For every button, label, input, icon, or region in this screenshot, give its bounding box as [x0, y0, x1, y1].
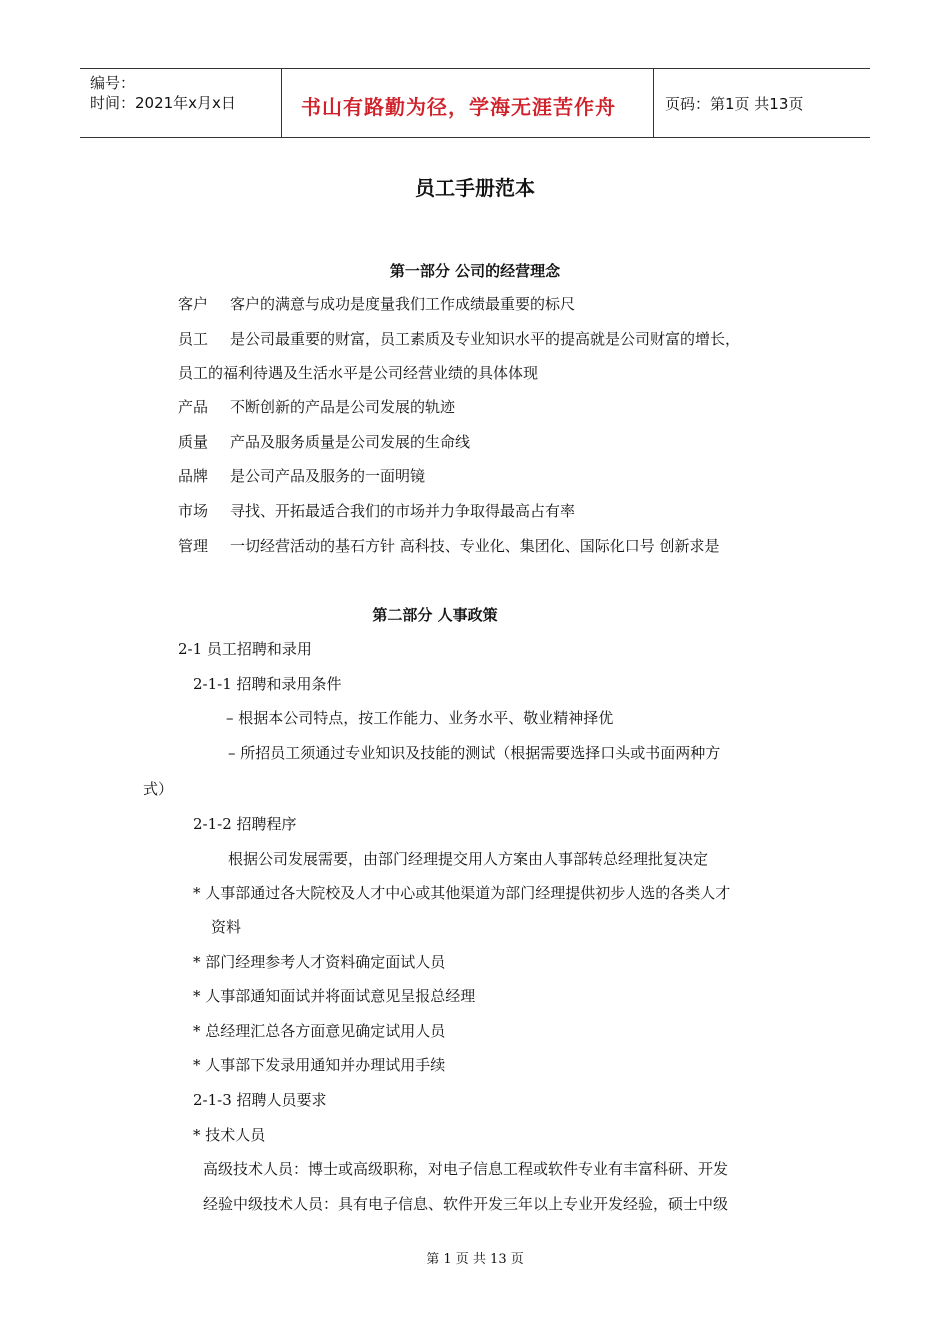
body-line: 根据公司发展需要，由部门经理提交用人方案由人事部转总经理批复决定: [228, 850, 709, 868]
principle-item: [178, 535, 720, 556]
principle-term: 员工: [178, 330, 209, 348]
header-page-info: 页码：第1页 共13页: [665, 95, 804, 113]
principle-item: [178, 396, 455, 417]
principle-item: [178, 362, 538, 383]
part1-heading: 第一部分 公司的经营理念: [389, 262, 561, 280]
principle-text: 寻找、开拓最适合我们的市场并力争取得最高占有率: [230, 502, 576, 520]
number-label: 编号：: [90, 74, 136, 92]
principle-text: 员工的福利待遇及生活水平是公司经营业绩的具体体现: [178, 364, 539, 382]
principle-term: 客户: [178, 295, 209, 313]
principle-item: [178, 328, 740, 349]
principle-item: [178, 293, 575, 314]
principle-term: 产品: [178, 398, 209, 416]
page-footer: 第 1 页 共 13 页: [426, 1252, 524, 1267]
principle-item: [178, 431, 470, 452]
header-motto: 书山有路勤为径，学海无涯苦作舟: [301, 95, 616, 119]
body-line: 经验中级技术人员：具有电子信息、软件开发三年以上专业开发经验，硕士中级: [203, 1195, 729, 1213]
subsection-heading: 2-1-2 招聘程序: [193, 815, 297, 833]
subsection-heading: 2-1-3 招聘人员要求: [193, 1091, 327, 1109]
document-title: 员工手册范本: [415, 176, 535, 200]
list-item: * 技术人员: [193, 1126, 266, 1144]
list-item: * 人事部通知面试并将面试意见呈报总经理: [193, 987, 476, 1005]
principle-term: 质量: [178, 433, 209, 451]
principle-text: 一切经营活动的基石方针 高科技、专业化、集团化、国际化口号 创新求是: [230, 537, 720, 555]
subsection-heading: 2-1-1 招聘和录用条件: [193, 675, 342, 693]
body-line: – 所招员工须通过专业知识及技能的测试（根据需要选择口头或书面两种方: [228, 744, 721, 762]
body-line: 资料: [211, 918, 242, 936]
section-heading: 2-1 员工招聘和录用: [178, 640, 312, 658]
header-divider: [653, 69, 654, 137]
principle-item: [178, 500, 575, 521]
header-table: [80, 68, 870, 138]
header-divider: [281, 69, 282, 137]
part2-heading: 第二部分 人事政策: [372, 606, 498, 624]
principle-term: 管理: [178, 537, 209, 555]
principle-text: 是公司最重要的财富，员工素质及专业知识水平的提高就是公司财富的增长，: [230, 330, 741, 348]
principle-text: 产品及服务质量是公司发展的生命线: [230, 433, 471, 451]
body-line: – 根据本公司特点，按工作能力、业务水平、敬业精神择优: [226, 709, 614, 727]
list-item: * 部门经理参考人才资料确定面试人员: [193, 953, 446, 971]
body-line: 高级技术人员：博士或高级职称，对电子信息工程或软件专业有丰富科研、开发: [203, 1160, 729, 1178]
principle-text: 是公司产品及服务的一面明镜: [230, 467, 426, 485]
list-item: * 人事部通过各大院校及人才中心或其他渠道为部门经理提供初步人选的各类人才: [193, 884, 731, 902]
principle-text: 不断创新的产品是公司发展的轨迹: [230, 398, 456, 416]
principle-item: [178, 465, 425, 486]
list-item: * 人事部下发录用通知并办理试用手续: [193, 1056, 446, 1074]
body-line: 式）: [143, 780, 174, 798]
principle-text: 客户的满意与成功是度量我们工作成绩最重要的标尺: [230, 295, 576, 313]
time-label: 时间：2021年x月x日: [90, 94, 236, 112]
principle-term: 市场: [178, 502, 209, 520]
principle-term: 品牌: [178, 467, 209, 485]
list-item: * 总经理汇总各方面意见确定试用人员: [193, 1022, 446, 1040]
header-meta: [90, 73, 236, 113]
